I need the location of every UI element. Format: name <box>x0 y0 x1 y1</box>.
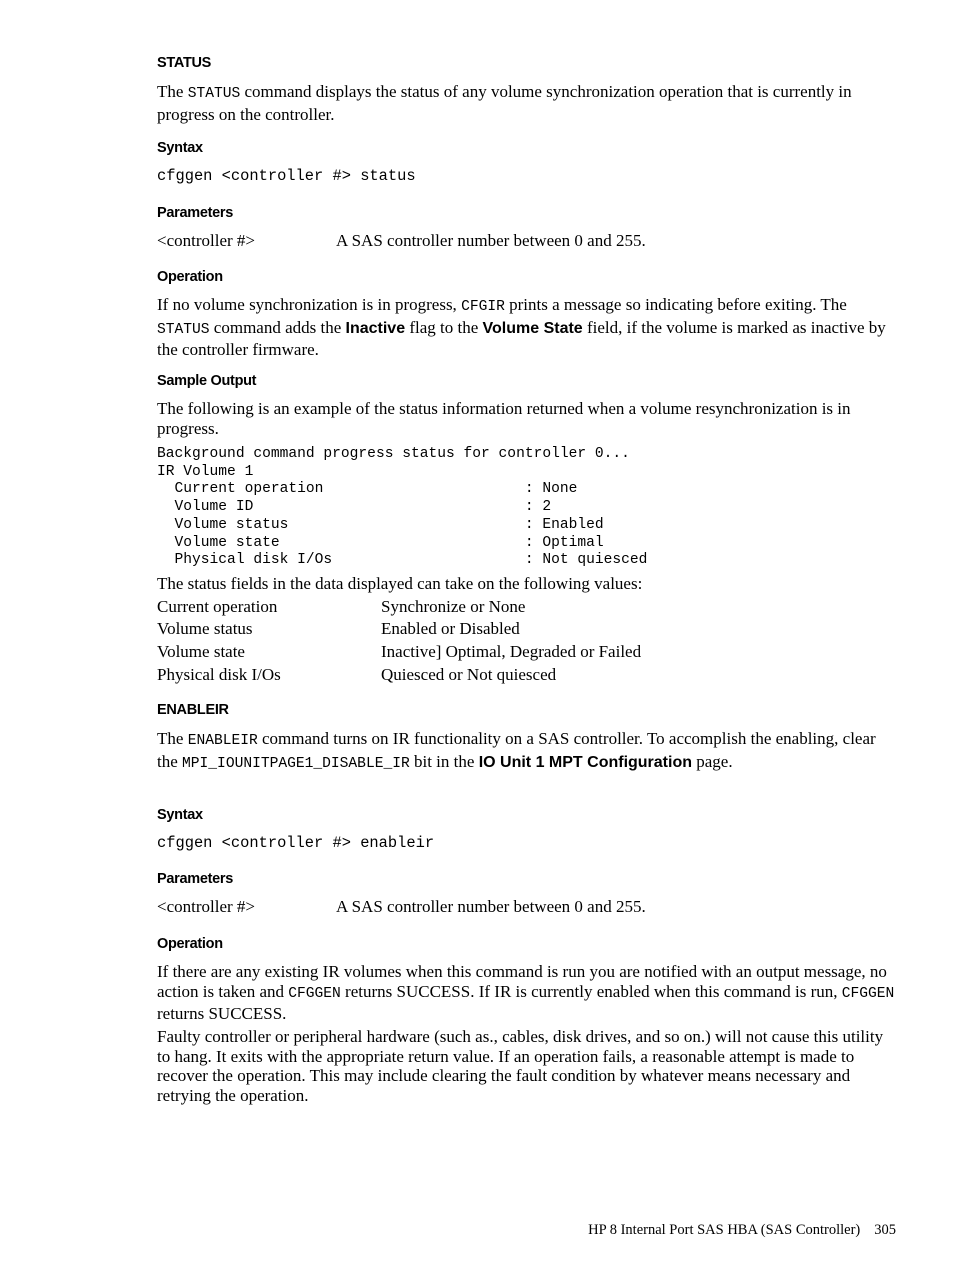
syntax-heading: Syntax <box>157 140 203 156</box>
page-number: 305 <box>874 1222 896 1238</box>
text-run: prints a message so indicating before exiting. The <box>504 295 847 314</box>
field-name: Current operation <box>157 597 278 616</box>
code-run: STATUS <box>157 321 210 338</box>
field-row <box>157 665 899 685</box>
field-row <box>157 619 899 639</box>
text-run: command turns on IR functionality on a SAS controller. To accomplish the enabling, clear the <box>157 729 876 771</box>
footer-title: HP 8 Internal Port SAS HBA (SAS Controller) <box>588 1222 861 1238</box>
text-run: The <box>157 82 188 101</box>
parameter-name: <controller #> <box>157 897 256 916</box>
operation-text <box>157 295 899 360</box>
page-footer <box>588 1222 896 1239</box>
field-row <box>157 642 899 662</box>
parameters-heading: Parameters <box>157 871 233 887</box>
operation-heading: Operation <box>157 936 223 952</box>
operation-text-2: Faulty controller or peripheral hardware (such as., cables, disk drives, and so on.) will not cause this utility to hang. It exits with the appropriate return value. If an operation fails, a reasonable attempt is made to recover the operation. This may include clearing the fault condition by whatever means necessary and retrying the operation. <box>157 1027 884 1106</box>
status-heading: STATUS <box>157 55 212 71</box>
parameters-heading: Parameters <box>157 205 233 221</box>
sample-output-intro: The following is an example of the status information returned when a volume resynchronization is in progress. <box>157 399 851 438</box>
text-run: returns SUCCESS. <box>157 1004 287 1024</box>
field-values: Synchronize or None <box>381 597 526 616</box>
syntax-code: cfggen <controller #> enableir <box>157 834 435 852</box>
field-values: Enabled or Disabled <box>381 619 520 638</box>
fields-intro: The status fields in the data displayed can take on the following values: <box>157 574 643 593</box>
text-run: The <box>157 729 188 748</box>
status-intro <box>157 82 899 124</box>
code-run: CFGGEN <box>288 985 341 1002</box>
text-run: bit in the <box>409 751 479 771</box>
field-values: Inactive] Optimal, Degraded or Failed <box>381 642 642 661</box>
operation-heading: Operation <box>157 269 223 285</box>
sample-output-block: Background command progress status for controller 0... IR Volume 1 Current operation : None Volume ID : 2 Volume status : Enabled Volume state : Optimal Physical disk I/Os : Not quiesced <box>157 446 648 569</box>
text-run: returns SUCCESS. If IR is currently enabled when this command is run, <box>340 981 842 1001</box>
parameter-row <box>157 231 899 251</box>
code-run: ENABLEIR <box>187 733 258 749</box>
enableir-heading: ENABLEIR <box>157 702 229 718</box>
code-run: MPI_IOUNITPAGE1_DISABLE_IR <box>182 755 410 772</box>
operation-text <box>157 962 899 1024</box>
field-name: Volume state <box>157 642 245 661</box>
code-run: CFGGEN <box>841 985 895 1002</box>
bold-run: Inactive <box>345 319 406 337</box>
text-run: field, if the volume is marked as inactive by the controller firmware. <box>157 317 886 360</box>
syntax-heading: Syntax <box>157 807 203 823</box>
code-run: STATUS <box>187 86 241 102</box>
bold-run: Volume State <box>482 319 583 337</box>
field-values: Quiesced or Not quiesced <box>381 665 557 684</box>
syntax-code: cfggen <controller #> status <box>157 167 416 185</box>
parameter-name: <controller #> <box>157 231 256 250</box>
text-run: page. <box>692 751 733 771</box>
code-run: CFGIR <box>461 299 505 315</box>
field-name: Physical disk I/Os <box>157 665 281 684</box>
enableir-intro <box>157 729 899 774</box>
sample-output-heading: Sample Output <box>157 373 257 389</box>
field-name: Volume status <box>157 619 253 638</box>
text-run: If there are any existing IR volumes when this command is run you are notified with an output message, no action is taken and <box>157 962 887 1001</box>
parameter-description: A SAS controller number between 0 and 255. <box>336 897 646 916</box>
parameter-row <box>157 897 899 917</box>
bold-run: IO Unit 1 MPT Configuration <box>478 753 692 771</box>
parameter-description: A SAS controller number between 0 and 255. <box>336 231 646 250</box>
field-row <box>157 597 899 617</box>
text-run: command displays the status of any volume synchronization operation that is currently in progress on the controller. <box>157 82 852 124</box>
text-run: command adds the <box>209 317 346 337</box>
text-run: flag to the <box>405 317 483 337</box>
text-run: If no volume synchronization is in progress, <box>157 295 462 314</box>
